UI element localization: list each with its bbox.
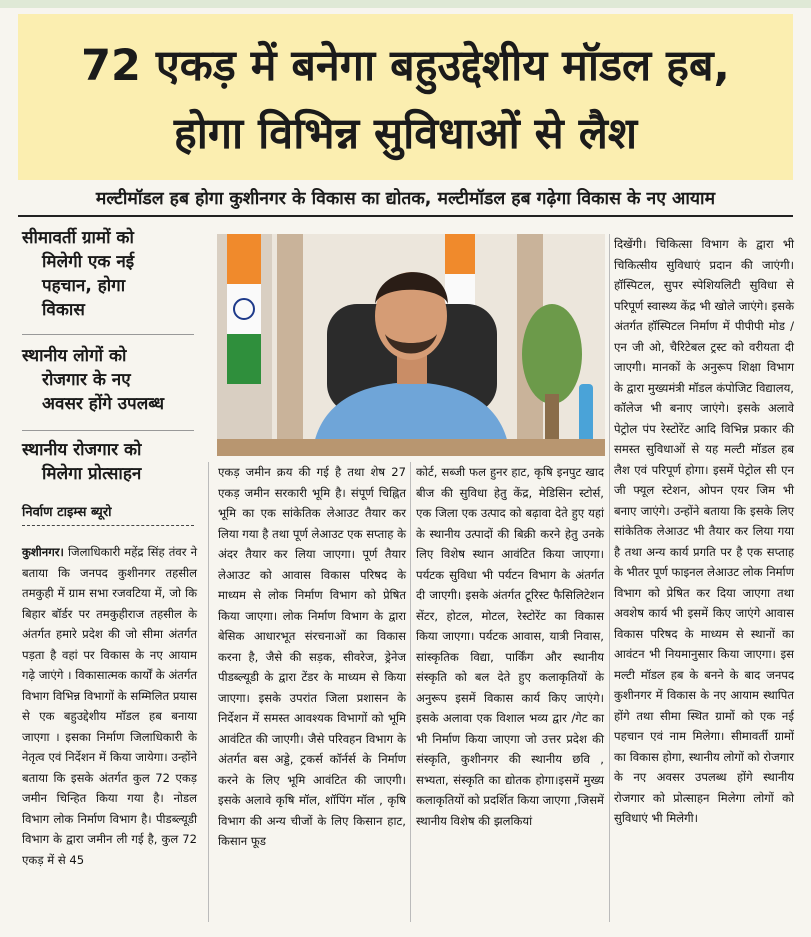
dateline-place: कुशीनगर। xyxy=(22,545,64,559)
sidebar-point-line: विकास xyxy=(42,300,85,320)
sidebar-point-line: अवसर होंगे उपलब्ध xyxy=(42,394,165,414)
sidebar-point-line: मिलेगा प्रोत्साहन xyxy=(42,464,142,484)
sidebar-point-line: स्थानीय रोजगार को xyxy=(22,440,142,460)
column-divider xyxy=(208,462,209,922)
sidebar-point-line: सीमावर्ती ग्रामों को xyxy=(22,228,134,248)
headline-line-2: होगा विभिन्न सुविधाओं से लैश xyxy=(173,109,638,159)
column-divider xyxy=(609,234,610,922)
byline: निर्वाण टाइम्स ब्यूरो xyxy=(22,505,112,520)
sidebar-point-line: रोजगार के नए xyxy=(42,370,131,390)
column-text: एकड़ जमीन क्रय की गई है तथा शेष 27 एकड़ जमीन सरकारी भूमि है। संपूर्ण चिह्नित भूमि का एक सांकेतिक लेआउट तैयार कर लिया गया है तथा पूर्ण लेआउट एक सप्ताह के अंदर तैयार कर लिया जाएगा। पूर्ण तैयार लेआउट को आवास विकास परिषद के माध्यम से लोक निर्माण विभाग को प्रेषित किया जाएगा। लोक निर्माण विभाग के द्वारा बेसिक आधारभूत संरचनाओं का विकास करना है, जैसे की सड़क, सीवरेज, ड्रेनेज पीडब्ल्यूडी के द्वारा टेंडर के माध्यम से किया जाएगा। इसके उपरांत जिला प्रशासन के निर्देशन में समस्त आवश्यक विभागों को भूमि आवंटित की जाएगी। जैसे परिवहन विभाग के अंतर्गत बस अड्डे, ट्रकर्स कॉर्नर्स के निर्माण करने के लिए भूमि आवंटित की जाएगी। इसके अलावे कृषि मॉल, शॉपिंग मॉल , कृषि विभाग की अन्य चीजों के लिए किसान हाट, किसान फूड xyxy=(218,465,406,848)
top-strip xyxy=(0,0,811,8)
official-photo xyxy=(217,234,605,456)
subheadline: मल्टीमॉडल हब होगा कुशीनगर के विकास का द्योतक, मल्टीमॉडल हब गढ़ेगा विकास के नए आयाम xyxy=(95,189,716,209)
article-column-3 xyxy=(416,462,604,831)
sidebar-rule xyxy=(22,430,194,431)
headline-line-1: 72 एकड़ में बनेगा बहुउद्देशीय मॉडल हब, xyxy=(81,41,730,91)
column-text: दिखेंगी। चिकित्सा विभाग के द्वारा भी चिकित्सीय सुविधाएं प्रदान की जाएंगी। हॉस्पिटल, सुपर स्पेशियलिटी सुविधा से परिपूर्ण स्वास्थ्य केंद्र भी खोले जाएंगे। इसके अंतर्गत हॉस्पिटल निर्माण में पीपीपी मोड /एन जी ओ, चैरिटेबल ट्रस्ट को वरीयता दी जाएगी। मानकों के अनुरूप शिक्षा विभाग के द्वारा मुख्यमंत्री मॉडल कंपोजिट विद्यालय, कॉलेज भी बनाए जाएंगे। इसके अलावे पेट्रोल पंप रेस्टोरेंट आदि विभिन्न प्रकार की समस्त सुविधाओं से यह मल्टी मॉडल हब लैश एवं परिपूर्ण होगा। इसमें पेट्रोल सी एन जी फ्यूल स्टेशन, ओपन एयर जिम भी बनाए जाएंगे। उन्होंने बताया कि इसके लिए सांकेतिक लेआउट भी तैयार कर लिया गया है तथा अन्य कार्य प्रगति पर है एक सप्ताह के भीतर पूर्ण फाइनल लेआउट लोक निर्माण विभाग को प्रेषित कर दिया जाएगा तथा अवशेष कार्य भी इसमें किए जाएंगे आवास विकास परिषद के माध्यम से स्थानों का आवंटन भी नियमानुसार किया जाएगा। इस मल्टी मॉडल हब के बनने के बाद जनपद कुशीनगर में विकास के नए आयाम स्थापित होंगे तथा सीमा स्थित ग्रामों को एक नई पहचान एवं नाम मिलेगा। सीमावर्ती ग्रामों का विकास होगा, स्थानीय लोगों को रोजगार के नए अवसर उपलब्ध होंगे स्थानीय रोजगार को प्रोत्साहन मिलेगा लोगों को सुविधाएं भी मिलेगी। xyxy=(614,237,794,825)
subheadline-rule xyxy=(18,215,793,217)
column-divider xyxy=(410,462,411,922)
sidebar-point-line: स्थानीय लोगों को xyxy=(22,346,127,366)
portrait-illustration xyxy=(217,234,605,456)
article-column-2 xyxy=(218,462,406,852)
column-text: कोर्ट, सब्जी फल हुनर हाट, कृषि इनपुट खाद बीज की सुविधा हेतु केंद्र, मेडिसिन स्टोर्स, एक जिला एक उत्पाद को बढ़ावा देते हुए यहां के स्थानीय उत्पादों की बिक्री करने हेतु उनके लिए विशेष स्थान आवंटित किया जाएगा। पर्यटक सुविधा भी पर्यटन विभाग के अंतर्गत दी जाएगी। इसके अंतर्गत टूरिस्ट फैसिलिटेशन सेंटर, होटल, मोटल, रेस्टोरेंट का विकास किया जाएगा। पर्यटक आवास, यात्री निवास, सांस्कृतिक विद्या, पार्किंग और स्थानीय संस्कृति को बल देते हुए कलाकृतियों के अनुरूप इसमें विकास कार्य किए जाएंगे। इसके अलावा एक विशाल भव्य द्वार /गेट का भी निर्माण किया जाएगा जो उत्तर प्रदेश की संस्कृति, कुशीनगर की स्थानीय छवि , सभ्यता, संस्कृति का द्योतक होगा।इसमें मुख्य कलाकृतियों को प्रदर्शित किया जाएगा ,जिसमें स्थानीय विशेष की झलकियां xyxy=(416,465,604,828)
sidebar-rule xyxy=(22,334,194,335)
article-column-1 xyxy=(22,542,197,870)
column-text: जिलाधिकारी महेंद्र सिंह तंवर ने बताया कि जनपद कुशीनगर तहसील तमकुही में ग्राम सभा रजवटिया में, जो कि बिहार बॉर्डर पर तमकुहीराज तहसील के अंतर्गत हमारे प्रदेश की जो सीमा अंतर्गत पड़ता है वहां पर विकास के नए आयाम गढ़े जाएंगे । विकासात्मक कार्यों के अंतर्गत विभाग विभिन्न विभागों के सम्मिलित प्रयास से एक बहुउद्देशीय मॉडल हब बनाया जाएगा । इसका निर्माण जिलाधिकारी के नेतृत्व एवं निर्देशन में किया जायेगा। उन्होंने बताया कि इसके अंतर्गत कुल 72 एकड़ जमीन चिन्हित किया गया है। नोडल विभाग लोक निर्माण विभाग है। पीडब्ल्यूडी विभाग के द्वारा जमीन ली गई है, कुल 72 एकड़ में से 45 xyxy=(22,545,197,867)
sidebar-point-2 xyxy=(22,344,202,416)
byline-rule xyxy=(22,525,194,526)
headline-box xyxy=(18,14,793,180)
sidebar-point-line: पहचान, होगा xyxy=(42,276,126,296)
article-column-4 xyxy=(614,234,794,829)
sidebar-point-1 xyxy=(22,226,202,322)
sidebar-point-line: मिलेगी एक नई xyxy=(42,252,135,272)
sidebar-point-3 xyxy=(22,438,202,486)
